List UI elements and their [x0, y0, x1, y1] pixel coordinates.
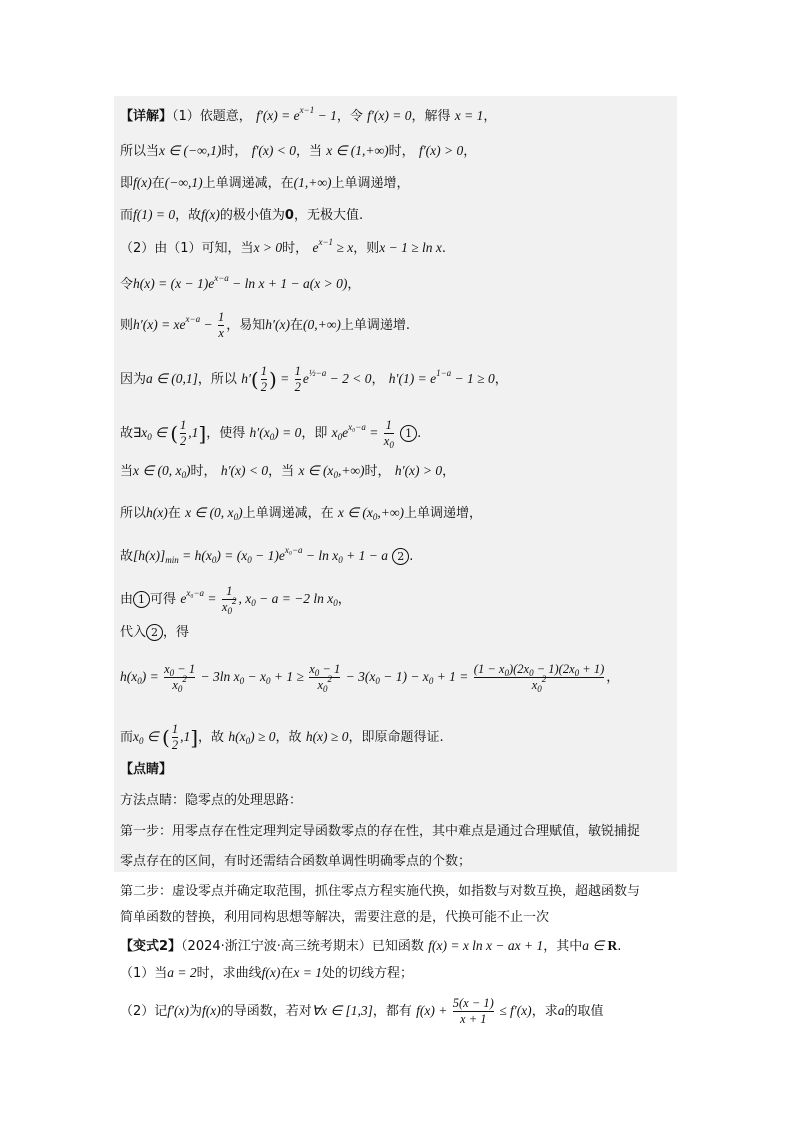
solution-line-7	[120, 310, 410, 341]
formula: x ∈ (1,+∞)	[326, 143, 389, 158]
text: 故∃	[120, 426, 142, 441]
variant-question-2: （2）记f′(x)为f(x)的导函数，若对∀x ∈ [1,3]，都有 f(x) + $\frac{5(x - 1)}{x + 1}$ ≤ f′(x)，求a的取值	[120, 996, 604, 1026]
text: 已知函数	[371, 939, 424, 954]
formula: $e^{x_0-a}$ =	[180, 588, 220, 606]
detail-label: 【详解】	[120, 109, 173, 124]
text: ，令	[336, 109, 363, 124]
formula: $e^{x-1} \ge x$	[312, 237, 354, 255]
text: 上单调递减，在	[242, 506, 334, 521]
text: ，即原命题得证.	[348, 730, 444, 745]
text: 时，	[221, 144, 248, 159]
solution-line-10: 当x ∈ (0, $x_0$)时， h′(x) < 0，当 x ∈ $(x_0,+\infty)$时， h′(x) > 0，	[120, 463, 456, 480]
circled-number: 1	[400, 425, 417, 442]
text: 时，	[190, 464, 217, 479]
formula: $h'(x) = xe^{x-a}$ −	[133, 314, 216, 332]
value: 0	[284, 208, 294, 223]
circled-number: 2	[146, 624, 163, 641]
formula: f(1) = 0	[133, 207, 176, 222]
formula: x ∈ (0, $x_0$)	[133, 463, 191, 480]
formula: x − 1 ≥ ln x	[379, 240, 442, 255]
text: ，当	[295, 144, 322, 159]
method-line: 方法点睛：隐零点的处理思路：	[120, 793, 303, 808]
formula: x = 1	[454, 108, 484, 123]
formula: x ∈ $(x_0,+\infty)$	[298, 463, 365, 480]
text: 代入	[120, 625, 147, 640]
variant-label: 【变式2】	[120, 939, 182, 954]
step2-line-2: 简单函数的替换，利用同构思想等解决，需要注意的是，代换可能不止一次	[120, 910, 550, 925]
text: 上单调递增.	[340, 318, 410, 333]
solution-line-8: 因为a ∈ (0,1]，所以 h′( $\frac{1}{2}$ ) = $\frac{1}{2}$ $e^{\frac{1}{2}-a} - 2 < 0$， $h'(1) = e^{1-a} - 1 \ge 0$，	[120, 364, 508, 394]
formula: x ∈ (0, $x_0$)	[185, 505, 243, 522]
step2-line-1: 第二步：虚设零点并确定取范围，抓住零点方程实施代换，如指数与对数互换，超越函数与	[120, 884, 641, 899]
text: 由	[120, 592, 134, 607]
part-tag: （1）	[172, 109, 200, 124]
formula: $h'(x_0) = 0$	[249, 425, 302, 442]
text: 的取值	[564, 1004, 604, 1019]
formula: (0,+∞)	[302, 317, 341, 332]
text: ，故	[175, 208, 202, 223]
text: 即	[120, 176, 134, 191]
formula: (1,+∞)	[293, 175, 332, 190]
formula: f(x)	[201, 207, 220, 222]
text: 上单调递减，在	[202, 176, 294, 191]
formula: h′(x) < 0	[220, 463, 269, 478]
text: ，其中	[543, 939, 583, 954]
formula: $h'(1) = e^{1-a} - 1 \ge 0$	[388, 368, 495, 386]
circled-number: 1	[133, 591, 150, 608]
formula: f′(x) > 0	[418, 143, 464, 158]
text: 上单调递增，	[403, 506, 482, 521]
formula: x > 0	[253, 240, 283, 255]
formula: f′(x) < 0	[251, 143, 296, 158]
solution-line-4	[120, 205, 363, 226]
formula: $x_0e^{x_0-a}$ =	[331, 422, 382, 442]
text: 在	[280, 966, 294, 981]
formula: $h(x_0)$ =	[120, 669, 163, 686]
text: ，即	[301, 426, 328, 441]
text: 在	[167, 506, 181, 521]
variant-question-1: （1）当a = 2时，求曲线f(x)在x = 1处的切线方程；	[120, 965, 414, 981]
text: ，故	[275, 730, 302, 745]
formula: a ∈ (0,1]	[146, 371, 198, 386]
step1-line-2: 零点存在的区间，有时还需结合函数单调性明确零点的个数；	[120, 854, 472, 869]
text: 上单调递增，	[331, 176, 410, 191]
fraction: $\frac{1}{x}$	[218, 310, 225, 340]
text: 则	[120, 318, 134, 333]
text: ，得	[163, 625, 190, 640]
text: ，当	[268, 464, 295, 479]
text: ，则	[353, 241, 380, 256]
formula: h′	[241, 371, 251, 386]
text: ，易知	[226, 318, 266, 333]
formula: $h(x_0) \ge 0$	[228, 729, 276, 746]
text: 而	[120, 208, 134, 223]
text: ，求	[531, 1004, 558, 1019]
text: 当	[120, 464, 134, 479]
text: ，解得	[411, 109, 451, 124]
text: （1）当	[120, 966, 168, 981]
text: ，无极大值.	[293, 208, 364, 223]
text: （2）记	[120, 1004, 168, 1019]
text: 而	[120, 730, 134, 745]
formula: h(x)	[146, 505, 168, 520]
solution-line-5: （2）由（1）可知，当x > 0时， $e^{x-1} \ge x$，则x − 1 ≥ ln x.	[120, 237, 447, 256]
text: 时，	[364, 464, 391, 479]
text: 令	[120, 277, 134, 292]
formula: (−∞,1)	[164, 175, 203, 190]
solution-line-3	[120, 173, 410, 194]
formula: $[h(x)]_{min} = h(x_0) = (x_0 - 1)e^{x_0-a} - \ln x_0 + 1 - a$	[133, 545, 388, 565]
variant-line: 【变式2】（2024·浙江宁波·高三统考期末）已知函数 f(x) = x ln x − ax + 1，其中a ∈ R.	[120, 938, 622, 954]
formula: h′(x)	[265, 317, 290, 332]
circled-number: 2	[392, 548, 409, 565]
solution-line-6: 令$h(x) = (x - 1)e^{x-a} - \ln x + 1 - a(x > 0)$，	[120, 273, 361, 292]
text: ，都有	[372, 1004, 412, 1019]
text: 时，求曲线	[196, 966, 262, 981]
solution-line-15: $h(x_0)$ = $\frac{x_0 - 1}{x_0^2}$ − 3ln $x_0 - x_0 + 1$ ≥ $\frac{x_0 - 1}{x_0^2}$ − $3(x_0 - 1) - x_0 + 1$ = $\frac{(1 - x_0)(2x_0 - 1)(2x_0 + 1)}{x_0^2}$ ，	[120, 662, 620, 694]
text: 故	[120, 549, 134, 564]
text: 处的切线方程；	[322, 966, 414, 981]
text: 时，	[388, 144, 415, 159]
formula: f(x)	[133, 175, 152, 190]
text: 的导函数，若对	[220, 1004, 312, 1019]
formula: x ∈ $(x_0,+\infty)$	[337, 505, 404, 522]
text: ，使得	[206, 426, 246, 441]
formula: x ∈ (−∞,1)	[159, 143, 222, 158]
solution-line-2: 所以当x ∈ (−∞,1)时， f′(x) < 0，当 x ∈ (1,+∞)时， f′(x) > 0，	[120, 143, 477, 159]
text: 为	[188, 1004, 202, 1019]
text: 所以	[120, 506, 147, 521]
formula: h(x) ≥ 0	[305, 729, 349, 744]
step1-line-1: 第一步：用零点存在性定理判定导函数零点的存在性，其中难点是通过合理赋值，敏锐捕捉	[120, 824, 641, 839]
solution-line-9: 故$\exists x_0$ ∈ ( $\frac{1}{2}$ ,1]，使得 $h'(x_0) = 0$，即 $x_0e^{x_0-a}$ = $\frac{1}{x_0}$ 1 .	[120, 418, 422, 450]
text: ，所以	[197, 372, 237, 387]
text: 时，	[282, 241, 309, 256]
text: 可得	[150, 592, 177, 607]
solution-line-1: 【详解】（1）依题意， $f'(x) = e^{x-1} - 1$，令 f′(x) = 0，解得 x = 1，	[120, 105, 497, 124]
text: 所以当	[120, 144, 160, 159]
formula: f(x) = x ln x − ax + 1	[428, 938, 544, 953]
formula: $f'(x) = e^{x-1} - 1$	[256, 105, 337, 123]
solution-line-13: 由 1 可得 $e^{x_0-a}$ = $\frac{1}{x_0^2}$ , $x_0 - a = -2$ $\ln x_0$，	[120, 584, 351, 616]
formula: f′(x) = 0	[367, 108, 412, 123]
dianjing-label: 【点睛】	[120, 762, 173, 777]
solution-line-11	[120, 503, 482, 524]
text: 因为	[120, 372, 147, 387]
text: 的极小值为	[219, 208, 285, 223]
formula: $h(x) = (x - 1)e^{x-a} - \ln x + 1 - a(x > 0)$	[133, 273, 348, 291]
text: 在	[151, 176, 165, 191]
solution-line-12: 故$[h(x)]_{min} = h(x_0) = (x_0 - 1)e^{x_0-a} - \ln x_0 + 1 - a$ 2 .	[120, 545, 414, 565]
text: 由（1）可知，当	[154, 241, 254, 256]
solution-line-16: 而$x_0$ ∈ ( $\frac{1}{2}$ ,1]，故 $h(x_0) \ge 0$，故 h(x) ≥ 0，即原命题得证.	[120, 722, 444, 752]
solution-line-14	[120, 622, 189, 643]
formula: h′(x) > 0	[394, 463, 443, 478]
variant-source: （2024·浙江宁波·高三统考期末）	[181, 939, 372, 954]
text: 依题意，	[199, 109, 252, 124]
text: ，故	[198, 730, 225, 745]
text: 在	[289, 318, 303, 333]
part-tag: （2）	[120, 241, 155, 256]
formula: a ∈ R	[582, 938, 618, 953]
